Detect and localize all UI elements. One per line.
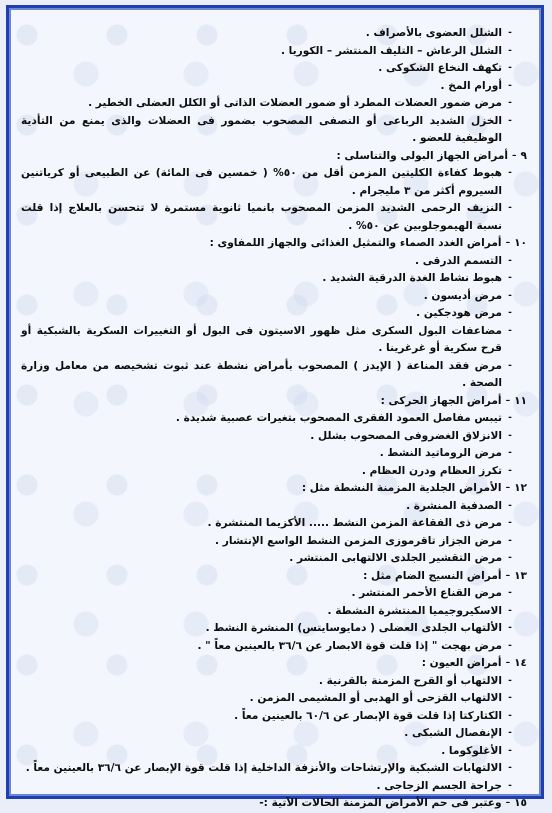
bullet-marker: - [508, 325, 512, 336]
list-item [21, 358, 527, 393]
section-heading [21, 148, 527, 166]
heading-dash: – [505, 483, 511, 493]
item-text: مضاعفات البول السكرى مثل ظهور الاسيتون فى البول أو التغييرات السكرية بالشبكية أو قرح سكرية أو غرغرينا . [21, 324, 502, 354]
section-number: ١٣ [514, 569, 527, 582]
item-text: مرض ضمور العضلات المطرد أو ضمور العضلات الذاتى أو الكلل العضلى الخطير . [88, 97, 502, 109]
list-item [21, 95, 527, 113]
item-text: مرض هودجكين . [416, 307, 502, 319]
section-title: أمراض النسيج الضام مثل : [363, 569, 502, 582]
list-item [21, 620, 527, 638]
section-title: الأمراض الجلدية المزمنة النشطة مثل : [301, 482, 502, 494]
list-item [21, 463, 527, 481]
item-text: مرض فقد المناعة ( الإيدز ) المصحوب بأمراض نشطة عند ثبوت تشخيصه من معامل وزارة الصحة . [21, 359, 502, 389]
section-title: أمراض الجهاز البولى والتناسلى : [336, 149, 509, 162]
section-heading [21, 393, 527, 411]
list-item [21, 428, 527, 446]
list-item [21, 165, 527, 200]
list-item [21, 550, 527, 568]
item-text: الاسكيروجيميا المنتشرة النشطة . [327, 604, 502, 617]
heading-dash: – [505, 658, 511, 668]
item-text: هبوط نشاط الغدة الدرقية الشديد . [322, 272, 502, 284]
item-text: جراحة الجسم الزجاجى . [376, 779, 502, 792]
heading-dash: – [505, 238, 511, 248]
bullet-marker: - [508, 535, 512, 546]
list-item [21, 43, 527, 61]
bullet-marker: - [508, 308, 512, 318]
document-page [6, 5, 544, 809]
list-item [21, 60, 527, 78]
item-text: هبوط كفاءة الكليتين المزمن أقل من ٥٠% ( خمسين فى المائة) عن الطبيعى أو كرياتنين السيروم أكثر من ٣ مليجرام . [21, 167, 502, 197]
item-text: تكهف النخاع الشكوكى . [378, 62, 502, 74]
item-text: الإنفصال الشبكى . [404, 727, 502, 739]
bullet-marker: - [508, 360, 512, 371]
item-text: مرض أديسون . [423, 289, 502, 302]
heading-dash: – [512, 150, 517, 161]
list-item [21, 305, 527, 323]
bullet-marker: - [508, 413, 512, 423]
list-item [21, 498, 527, 516]
section-number: ٩ [520, 149, 527, 162]
list-item [21, 778, 527, 796]
bullet-marker: - [508, 98, 512, 108]
item-text: الالتهاب أو القرح المزمنة بالقرنية . [318, 674, 502, 687]
section-title: أمراض العيون : [421, 657, 502, 669]
bullet-marker: - [508, 80, 512, 91]
heading-dash: – [505, 570, 511, 581]
section-heading [21, 655, 527, 673]
list-item [21, 585, 527, 603]
list-item [21, 445, 527, 463]
bullet-marker: - [508, 763, 512, 773]
list-item [21, 253, 527, 271]
list-item [21, 270, 527, 288]
document-text [9, 8, 541, 813]
bullet-marker: - [508, 63, 512, 73]
bullet-marker: - [508, 465, 512, 476]
item-text: الألتهاب الجلدى العضلى ( دمايوسايتس) المنشرة النشط . [205, 622, 502, 634]
item-text: الالتهابات الشبكية والإرتشاحات والأنزفة الداخلية إذا قلت قوة الإبصار عن ٣٦/٦ بالعينين معاً . [25, 762, 502, 774]
list-item [21, 638, 527, 656]
bullet-marker: - [508, 255, 512, 266]
bullet-marker: - [508, 203, 512, 213]
list-item [21, 288, 527, 306]
list-item [21, 760, 527, 778]
item-text: الأغلوكوما . [441, 744, 502, 757]
item-text: أورام المخ . [440, 79, 502, 92]
item-text: مرض القناع الأحمر المنتشر . [351, 587, 502, 599]
bullet-marker: - [508, 728, 512, 738]
section-heading [21, 235, 527, 253]
section-number: ١٢ [514, 482, 527, 494]
list-item [21, 200, 527, 235]
item-text: مرض التقشير الجلدى الالتهابى المنتشر . [289, 552, 502, 564]
list-item [21, 25, 527, 43]
heading-dash: – [505, 395, 511, 406]
section-number: ١١ [514, 394, 527, 407]
item-text: الالتهاب القزحى أو الهدبى أو المشيمى المزمن . [249, 692, 502, 704]
section-heading [21, 568, 527, 586]
section-title: أمراض الجهاز الحركى : [380, 394, 502, 407]
bullet-marker: - [508, 115, 512, 126]
bullet-marker: - [508, 588, 512, 598]
bullet-marker: - [508, 168, 512, 178]
list-item [21, 743, 527, 761]
item-text: تيبس مفاصل العمود الفقرى المصحوب بتغيرات عصبية شديدة . [175, 412, 502, 424]
section-heading [21, 480, 527, 498]
section-number: ١٤ [514, 657, 527, 669]
list-item [21, 725, 527, 743]
bullet-marker: - [508, 675, 512, 686]
bullet-marker: - [508, 693, 512, 703]
bullet-marker: - [508, 623, 512, 633]
item-text: الشلل الرعاش – التليف المنتشر – الكوريا . [280, 44, 502, 57]
section-number: ١٠ [514, 237, 527, 249]
bullet-marker: - [508, 710, 512, 721]
section-title: وعتبر فى حم الأمراض المزمنة الحالات الآتية :- [259, 797, 502, 809]
item-text: النزيف الرحمى الشديد المزمن المصحوب بانميا ثانوية مستمرة لا تتحسن بالعلاج إذا قلت نسبة الهيموجلوبين عن ٥٠% . [21, 202, 502, 232]
list-item [21, 113, 527, 148]
bullet-marker: - [508, 500, 512, 511]
bullet-marker: - [508, 448, 512, 458]
item-text: تكرز العظام ودرن العظام . [361, 464, 502, 477]
item-text: الكتاركتا إذا قلت قوة الإبصار عن ٦٠/٦ بالعينين معاً . [234, 709, 502, 722]
bullet-marker: - [508, 553, 512, 563]
bullet-marker: - [508, 28, 512, 38]
item-text: الخزل الشديد الرباعى أو النصفى المصحوب بضمور فى العضلات والذى يمنع من التأدية الوظيفية للعضو . [21, 114, 502, 144]
bullet-marker: - [508, 290, 512, 301]
list-item [21, 78, 527, 96]
bullet-marker: - [508, 430, 512, 441]
list-item [21, 603, 527, 621]
bullet-marker: - [508, 640, 512, 651]
bullet-marker: - [508, 518, 512, 528]
item-text: الصدفية المنشرة . [406, 499, 502, 512]
item-text: الانزلاق الغضروفى المصحوب بشلل . [310, 429, 502, 442]
list-item [21, 673, 527, 691]
item-text: التسمم الدرقى . [414, 254, 502, 267]
bullet-marker: - [508, 780, 512, 791]
bullet-marker: - [508, 745, 512, 756]
item-text: مرض ذى الفقاعة المزمن النشط ..... الأكزيما المنتشرة . [207, 517, 502, 529]
section-number: ١٥ [514, 797, 527, 809]
list-item [21, 690, 527, 708]
heading-dash: – [505, 798, 511, 808]
list-item [21, 410, 527, 428]
item-text: مرض بهجت " إذا قلت قوة الابصار عن ٣٦/٦ بالعينين معاً " . [197, 639, 502, 652]
bullet-marker: - [508, 273, 512, 283]
item-text: مرض الروماتيد النشط . [379, 447, 502, 459]
list-item [21, 533, 527, 551]
item-text: الشلل العضوى بالأصراف . [365, 27, 502, 39]
list-item [21, 515, 527, 533]
bullet-marker: - [508, 45, 512, 56]
item-text: مرض الجزاز تاقرموزى المزمن النشط الواسع الإنتشار . [215, 534, 502, 547]
list-item [21, 708, 527, 726]
section-title: أمراض الغدد الصماء والتمثيل الغذائى والجهاز اللمفاوى : [209, 237, 502, 249]
bullet-marker: - [508, 605, 512, 616]
list-item [21, 323, 527, 358]
section-heading [21, 795, 527, 813]
